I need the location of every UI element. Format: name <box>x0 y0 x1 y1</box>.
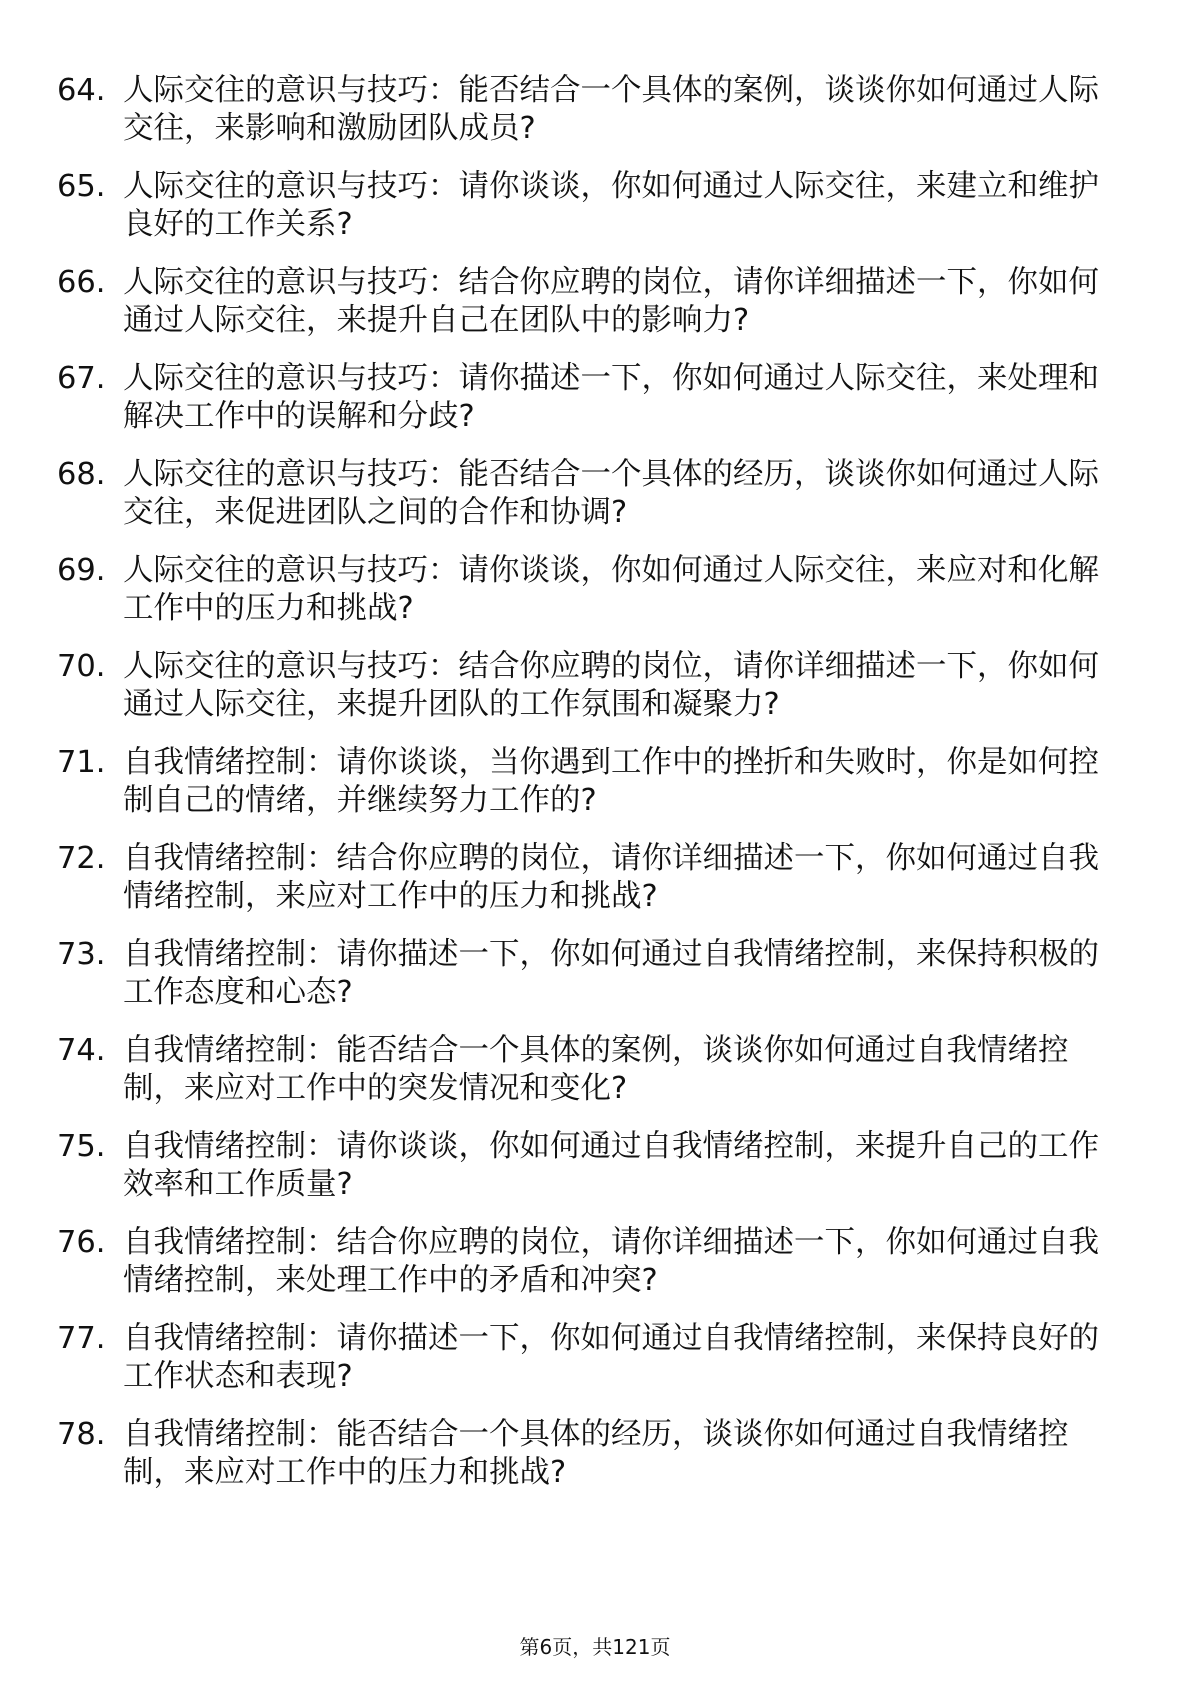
question-item <box>57 1224 1117 1300</box>
question-number: 69. <box>57 553 106 588</box>
question-text: 自我情绪控制：结合你应聘的岗位，请你详细描述一下，你如何通过自我情绪控制，来应对工作中的压力和挑战? <box>123 841 1099 914</box>
question-text: 自我情绪控制：请你谈谈，你如何通过自我情绪控制，来提升自己的工作效率和工作质量? <box>123 1129 1099 1202</box>
question-number: 65. <box>57 169 106 204</box>
page-footer: 第6页，共121页 <box>519 1635 671 1659</box>
question-item <box>57 72 1117 148</box>
question-number: 74. <box>57 1033 106 1068</box>
question-text: 自我情绪控制：结合你应聘的岗位，请你详细描述一下，你如何通过自我情绪控制，来处理工作中的矛盾和冲突? <box>123 1225 1099 1298</box>
question-item <box>57 1416 1117 1492</box>
question-item <box>57 1032 1117 1108</box>
question-item <box>57 552 1117 628</box>
question-number: 68. <box>57 457 106 492</box>
question-item <box>57 168 1117 244</box>
question-item <box>57 264 1117 340</box>
question-text: 人际交往的意识与技巧：请你描述一下，你如何通过人际交往，来处理和解决工作中的误解和分歧? <box>123 361 1099 434</box>
question-number: 77. <box>57 1321 106 1356</box>
question-item <box>57 1128 1117 1204</box>
question-text: 人际交往的意识与技巧：请你谈谈，你如何通过人际交往，来应对和化解工作中的压力和挑战? <box>123 553 1099 626</box>
question-text: 人际交往的意识与技巧：结合你应聘的岗位，请你详细描述一下，你如何通过人际交往，来提升团队的工作氛围和凝聚力? <box>123 649 1099 722</box>
question-item <box>57 936 1117 1012</box>
question-number: 67. <box>57 361 106 396</box>
question-text: 人际交往的意识与技巧：请你谈谈，你如何通过人际交往，来建立和维护良好的工作关系? <box>123 169 1099 242</box>
question-text: 自我情绪控制：能否结合一个具体的经历，谈谈你如何通过自我情绪控制，来应对工作中的压力和挑战? <box>123 1417 1069 1490</box>
question-item <box>57 648 1117 724</box>
question-number: 64. <box>57 73 106 108</box>
question-item <box>57 456 1117 532</box>
question-text: 人际交往的意识与技巧：结合你应聘的岗位，请你详细描述一下，你如何通过人际交往，来提升自己在团队中的影响力? <box>123 265 1099 338</box>
question-number: 73. <box>57 937 106 972</box>
question-number: 66. <box>57 265 106 300</box>
question-text: 自我情绪控制：能否结合一个具体的案例，谈谈你如何通过自我情绪控制，来应对工作中的突发情况和变化? <box>123 1033 1069 1106</box>
question-item <box>57 744 1117 820</box>
question-number: 76. <box>57 1225 106 1260</box>
question-text: 自我情绪控制：请你描述一下，你如何通过自我情绪控制，来保持良好的工作状态和表现? <box>123 1321 1099 1394</box>
question-number: 72. <box>57 841 106 876</box>
question-number: 75. <box>57 1129 106 1164</box>
question-number: 70. <box>57 649 106 684</box>
question-text: 人际交往的意识与技巧：能否结合一个具体的经历，谈谈你如何通过人际交往，来促进团队之间的合作和协调? <box>123 457 1099 530</box>
question-list <box>57 72 1117 1512</box>
question-item <box>57 360 1117 436</box>
question-item <box>57 1320 1117 1396</box>
question-number: 78. <box>57 1417 106 1452</box>
question-number: 71. <box>57 745 106 780</box>
question-text: 人际交往的意识与技巧：能否结合一个具体的案例，谈谈你如何通过人际交往，来影响和激励团队成员? <box>123 73 1099 146</box>
question-text: 自我情绪控制：请你谈谈，当你遇到工作中的挫折和失败时，你是如何控制自己的情绪，并继续努力工作的? <box>123 745 1099 818</box>
question-text: 自我情绪控制：请你描述一下，你如何通过自我情绪控制，来保持积极的工作态度和心态? <box>123 937 1099 1010</box>
question-item <box>57 840 1117 916</box>
